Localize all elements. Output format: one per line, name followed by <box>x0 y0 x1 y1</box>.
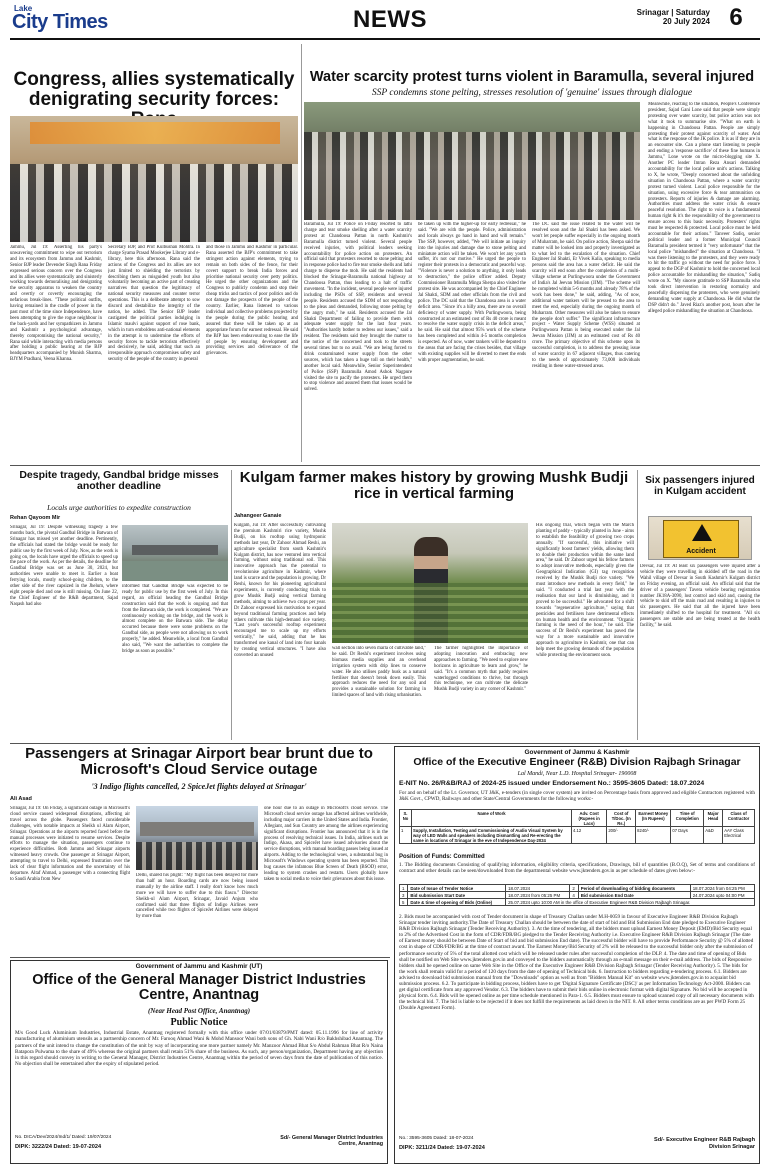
tender-dates-table <box>399 884 755 906</box>
tender-dipk: DIPK: 3211/24 Dated: 19-07-2024 <box>399 1145 485 1151</box>
dates-cell: 4 <box>570 892 578 899</box>
airport-headline[interactable]: Passengers at Srinagar Airport bear brunt due to Microsoft's Cloud Service outage <box>25 746 373 778</box>
tender-cell-class: AAY Class Electrical <box>723 827 755 844</box>
table-row <box>400 827 755 844</box>
tender-cell-work: Supply, Installation, Testing and Commissioning of Audio Visual System by way of LED Walls and speakers including Dismantling and Re-erecting the same in locations of Srinagar in the eve of Independence Day-2024 <box>412 827 572 844</box>
gandbal-col-2: informed that Gandbal Bridge was expected to be ready for public use by the first week of July. In this regard, an official heading the Gandbal Bridge construction said that the work is ongoing and that from the Batwara side, the work is completed. "We are continuously working on the bridge, and the work is almost complete on the Batwara side. The delay occurred because there were some problems on the Gandbal side, as people were not allowing us to work properly," he added. Meanwhile, a local from Gandbal also said, "We want the authorities to complete the bridge as soon as possible." <box>122 584 228 654</box>
water-headline[interactable]: Water scarcity protest turns violent in Baramulla, several injured <box>309 69 755 85</box>
story-water <box>304 42 760 462</box>
airport-byline: Ali Asad <box>10 796 32 802</box>
masthead-rule <box>10 38 760 40</box>
gandbal-subhead: Locals urge authorities to expedite construction <box>47 503 191 512</box>
tender-signatory: Sd/- Executive Engineer R&B Rajbagh Division Srinagar <box>653 1137 755 1150</box>
story-kulgam <box>234 470 634 740</box>
tender-th-tdoc: Cost of T/Doc. (In Rs.) <box>607 810 636 827</box>
congress-col-1: Jammu, Jul 19: Asserting his party's unwavering commitment to wipe out terrorism and its ecosystem from Jammu and Kashmir, Senior BJP leader Devender Singh Rana Friday expressed serious concern over the Congress and its allies were systematically and sinisterly working towards demoralising and denigrating the security apparatus to weaken the country and overtly or covertly encouraging the nefarious break-lines. "These political outfits, having remained in the cradle of power in the past most of the time since Independence, have been attempting to give the rogue neighbour in the back-yards and her sympathizers in Jammu and Kashmir a psychological advantage, thereby compromising the national security," Rana said while interacting with media persons after holding a public hearing at the BJP headquarters accompanied by Munish Sharma, BJYM Pradhani, Veena Khanna. <box>10 245 102 363</box>
kulgam-col-3: The farmer highlighted the importance of adopting innovation and embracing new approaches to farming. "We need to explore new horizons in agriculture to learn and grow," he said. "It's a common myth that paddy requires waterlogged conditions to thrive, but through this technique, we can cultivate the delicate Mushk Budji variety in any corner of Kashmir." <box>434 646 528 693</box>
photo-queue <box>136 842 258 870</box>
dates-cell: 2 <box>570 885 578 892</box>
divider-kulgam-accident <box>637 470 638 740</box>
tender-th-cost: Adv. Cost (Rupees in Lacs) <box>572 810 607 827</box>
industries-signatory: Sd/- General Manager District Industries Centre, Anantnag <box>280 1135 383 1148</box>
accident-headline[interactable]: Six passengers injured in Kulgam accident <box>645 475 755 497</box>
kulgam-col-1: Kulgam, Jul 19: After successfully cultivating the premium Kashmiri rice variety, Mushk Budji, on his rooftop using hydroponic methods last year, Dr Zahoor Ahmad Reshi, an agriculture specialist from south Kashmir's Kulgam district, has now ventured into vertical farming, without using traditional soil. This innovative approach has the potential to revolutionise agriculture in Kashmir, where land is scarce and the population is growing. Dr Reshi, known for his pioneering agricultural experiments, is currently conducting trials to grow Mushk Budji using vertical farming methods, aiming to achieve two crops per year. Dr Zahoor expressed his motivation to expand beyond traditional farming practices and help others cultivate this high-demand rice variety. "Last year's successful rooftop experiment encouraged me to scale up my efforts vertically," he said, adding that he has transformed one kanal of land into four kanals by creating vertical structures. "I have also converted an unused <box>234 523 326 658</box>
kulgam-col-4: His ongoing trial, which began with the March planting of paddy - typically planted in June - aims to establish the feasibility of growing two crops annually. "If successful, this initiative will significantly boost farmers' yields, allowing them to double their production within the same land area," he said. Dr Zahoor urged his fellow farmers to adopt innovative methods, especially given the Geographical Indication (GI) tag recognition received by the Mushk Budji rice variety. "We must introduce new methods in every field," he said. "I conducted a trial last year with the realisation that our land is diminishing, and it proved to be successful." He advocated for a shift towards "regenerative agriculture," saying that pesticides and fertilisers have detrimental effects on human health and the environment. "Organic farming is the need of the hour," he said. The success of Dr Reshi's experiment has paved the way for a more sustainable and innovative approach to agriculture in Kashmir, one that can help meet the growing demands of the population while protecting the environment soon. <box>536 523 634 658</box>
dates-cell: 3 <box>400 892 408 899</box>
congress-photo[interactable] <box>10 116 298 242</box>
warning-sign <box>663 520 739 558</box>
tender-office-title[interactable]: Office of the Executive Engineer (R&B) Division Rajbagh Srinagar <box>413 756 741 768</box>
table-row <box>400 885 755 892</box>
water-col-4: Meanwhile, reacting to the situation, People's Conference president, Sajad Gani Lone said that people were simply protesting over water scarcity, but police action was not what it took to summarise site. "What on earth is happening in Chandoosa Pattan. People are simply protesting their protest against scarcity of water. And what is the response of the JK police. It is as if they are in an encounter site. Can a phone start listening to people and ending a 'response sacrifice' of these fine humans in Jammu," Lone wrote on the micro-blogging site X. Another PC leader Imran Reza Ansari demanded accountability for the local police unit's actions. Talking to X, he wrote, "Deeply concerned about the unfolding situation in Chandoosa Pattan, where a water scarcity protest turned violent. Local police responsible for the situation, using excessive force & tear ammunition on protesters. Reports of injuries & damage are alarming. Authorities must address the water crisis & ensure peaceful resolution. The right to voice is a fundamental human right & it's the responsibility of the government to ensure access to this basic necessity. Protesters' rights must be respected & protected. Local police must be held accountable for their actions." Tanveer Sadiq, senior political leader and a former Municipal Council Baramulla president termed it "very unfortunate" that the local police "mishandled" the situation at Chandoosa. "I was there listening to the protesters, and they were ready to hit the traffic go without the need for police force. I appeal to the DGP of Kashmir to hold the concerned local police accountable for mishandling the situation," Sadiq wrote on X. "My sincere gratitude to SSP Baramulla who took direct intervention in restoring normalcy and peacefully dispersing the protesters, who were genuinely demanding water supply at Chandoosa. He did what the DSP didn't do." Javed Riaz's another post, hours after he alleged police mishandling the situation at Chandoosa. <box>648 102 760 314</box>
tender-cell-sno: 1 <box>400 827 412 844</box>
airport-photo[interactable] <box>136 806 258 870</box>
dates-cell: 18.07.2024 from 05:25 PM <box>506 892 570 899</box>
industries-dipk: DIPK: 3222/24 Dated: 19-07-2024 <box>15 1144 102 1150</box>
dates-cell: 18.07.2024 <box>506 885 570 892</box>
story-gandbal <box>10 470 228 740</box>
industries-notice-title: Public Notice <box>170 1017 228 1028</box>
water-col-2: be taken up with the higher-up for early redressal," he said. "We are with the people. Police, administration and locals always go hand in hand and will remain." The SSP, however, added, "We will initiate an inquiry into the injuries and damage due to stone pelting and miniature action will be taken. We won't let any youth suffer, it's not our motive." He urged the people to register their protests in a democratic and peaceful way. "Violence is never a solution to anything, it only leads to destruction," the police officer added. Deputy Commissioner Baramulla Minga Sherpa also visited the protest site. He was accompanied by the Chief Engineer Jal Shakti, SDM and other officials from the civil and police. The DC said that the Chandoosa area is a water deficit area. "Since it's a hilly area, there are no overall deficiency of water supply. With Purlingwoora, being constructed at an estimated cost of Rs 40 crore is meant to resolve the water supply crisis in the deficit areas," he said. He said that almost 95% work of the scheme has been completed and within 4-5 months completion is expected. As of now, water tankers will be deputed to the areas that are facing the crises besides, that village with existing supplies will be diverted to meet the ends with proper augmentation, he said. <box>418 222 526 363</box>
tender-position-text: 1. The Bidding documents Consisting of qualifying information, eligibility criteria, specifications, Drawings, bill of quantities (B.O.Q), Set of terms and conditions of contract and other details can be seen/downloaded from the departmental website www.jktenders.gov.in as per schedule of dates given below:- <box>399 862 755 874</box>
photo-protesters <box>304 132 640 220</box>
airport-col-1: Srinagar, Jul 19: On Friday, a significant outage in Microsoft's cloud service caused widespread disruptions, affecting air travel across the globe. Passengers faced considerable challenges, with notable impacts at Sheikh ul Alam Airport, Srinagar. Operations at the airports reported faced before the manual processes were initiated to resume services. Despite efforts to manage the situation, passengers continue to experience difficulties. Both Jammu and Srinagar airports witnessed heavy crowds. One passenger at Srinagar Airport, attempting to travel to Delhi, expressed frustration over the lack of clear flight information and the uncertainty of his departure. Altaf Ahmad, a passenger with a connecting flight to Saudi Arabia from New <box>10 806 130 882</box>
industries-body: M/s Good Luck Aluminium Industries, Industrial Estate, Anantnag registered formally with this office under 07/01/03879/PMT dated: 05.11.1996 for line of activity manufacturing of aluminium utensils as a partnership concern of Mr. Farooq Ahmad Wani & Mohd Mansoor Wani both sons of Gh. Nabi Wani R/o Bakhshibad Anantnag. The partners of the unit intend to change the constitution of the unit by way of incorporating one more partner namely Mr. Manzoor Ahmad Bhat S/o Abdul Rahman Bhat R/o Naina Batapora Pulwama to the share of 49% whereas the original partners shall retain 51% share of the business. As such, any person/organization, Department having any objection in this regard should convey in writing to the General Manager, District Industries Centre, Anantnag within the period of seven days from the date of publication of this notice. No objection shall be entertained after the expiry of stipulated period. <box>15 1030 383 1068</box>
divider-row-2 <box>10 743 760 744</box>
dates-cell: 24.07.2024 upto 04:00 PM <box>690 892 754 899</box>
water-photo[interactable] <box>304 102 640 220</box>
photo-bridge-structure <box>132 545 218 555</box>
industries-gov-line: Government of Jammu and Kashmir (UT) <box>135 963 263 970</box>
photo-banner <box>30 122 280 144</box>
story-congress <box>10 42 298 462</box>
tender-th-work: Name of Work <box>412 810 572 827</box>
table-row <box>400 892 755 899</box>
tender-th-time: Time of Completion <box>671 810 704 827</box>
airport-subhead: '3 Indigo flights cancelled, 2 SpiceJet flights delayed at Srinagar' <box>91 782 307 791</box>
tender-address: Lal Mandi, Near L.D. Hospital Srinagar- 190008 <box>517 771 637 777</box>
airport-col-3: one hour due to an outage in Microsoft's cloud service. The Microsoft cloud service outage has affected airlines worldwide, including major carriers in the United States and India. Frontier, Allegiant, and Sun Country are among the airlines experiencing significant disruptions. Frontier has announced that it is in the process of resolving technical issues. In India, airlines such as Indigo, Akasa, and SpiceJet have issued advisories about the service disruptions, with manual boarding passes being issued at airports. Adding to the technological woes, a substantial bug in Microsoft's Windows operating system has been reported. This bug causes the infamous Blue Screen of Death (BSOD) error, leading to system crashes and restarts. Users globally have taken to social media to voice their grievances about this issue. <box>264 806 388 882</box>
tender-works-table <box>399 809 755 844</box>
tender-cell-tdoc: 200/- <box>607 827 636 844</box>
kulgam-headline[interactable]: Kulgam farmer makes history by growing Mushk Budji rice in vertical farming <box>239 470 629 502</box>
photo-rice-rows <box>332 583 528 643</box>
story-accident <box>640 470 760 740</box>
accident-photo-label: Accident <box>686 548 716 555</box>
tender-cell-time: 07 Days <box>671 827 704 844</box>
industries-office-title[interactable]: Office of the General Manager District Industries Centre, Anantnag <box>32 972 366 1004</box>
dateline <box>590 8 710 26</box>
logo-small-text: Lake <box>14 4 33 13</box>
divider-congress-water <box>301 44 302 462</box>
divider-gandbal-kulgam <box>231 470 232 740</box>
gandbal-headline[interactable]: Despite tragedy, Gandbal bridge misses another deadline <box>19 470 219 493</box>
industries-ref-no: No. DICA/Dev/2024/Ind/1/ Dated: 19/07/2024 <box>15 1135 112 1140</box>
tender-position-title: Position of Funds: Committed <box>399 854 485 860</box>
tender-th-class: Class of Contractor <box>723 810 755 827</box>
logo-big-text: City Times <box>12 11 108 33</box>
tender-th-sno: S. No <box>400 810 412 827</box>
congress-col-3: and those in Jammu and Kashmir in particular. Rana asserted the BJP's commitment to take stringent action against elements, trying to remain on both sides of the fence, for their covert support to break India forces and prioritise national security over petty politics. He urged the other organizations and the Congress to publicly condemn and stop their cheap tricks and tactics of poor politics and do not damage the prospects of the people of the country. Earlier, Rana listened to various individual and collective problems projected by the people during the public hearing and assured that these will be taken up at an appropriate forum for earnest redressal. He said the BJP has been endeavouring to ease the life of people by ensuring development and providing services and deliverance of the grievances. <box>206 245 298 357</box>
dates-cell: 25.07.2024 upto 10:00 AM in the office of Executive Engineer R&B Division Rajbagh Srinagar. <box>506 899 755 906</box>
kulgam-byline: Jahangeer Ganaie <box>234 513 282 519</box>
accident-body: Devsar, Jul 19: At least six passengers were injured after a vehicle they were travelling in skidded off the road in the Wahil village of Devsar in South Kashmir's Kulgam district on Friday evening, an official said. An official said that the driver of a passengers' Tavera vehicle bearing registration number JK18A-3090, lost control and skid and, causing the vehicle to skid off the main road and resulting in injuries to six passengers. He said that all the injured have been immediately shifted to the hospital for treatment. "All six passengers are stable and are being treated at the health facility," he said. <box>640 564 760 629</box>
dateline-date: 20 July 2024 <box>662 17 710 26</box>
gandbal-photo[interactable] <box>122 525 228 581</box>
kulgam-photo[interactable] <box>332 523 528 643</box>
dates-cell: Date of Issue of Tender Notice <box>408 885 506 892</box>
photo-crowd <box>10 164 298 242</box>
industries-address: (Near Head Post Office, Anantnag) <box>147 1007 251 1015</box>
tender-cell-emd: 8240/- <box>636 827 671 844</box>
tender-table-header-row <box>400 810 755 827</box>
dateline-city: Srinagar | Saturday <box>636 8 710 17</box>
photo-terminal-roof <box>140 822 254 836</box>
water-col-1: Baramulla, Jul 19: Police on Friday resorted to lathi charge and tear smoke shelling after a water scarcity protest at Chandoosa Pattan in north Kashmir's Baramulla district turned violent. Several people received injuries, with political leaders seeking accountability for police action on protesters. An official said that protesters resorted to stone pelting and in response police had to fire tear smoke shells and lathi charge to disperse the mob. He said the residents had blocked the Srinagar-Baramulla national highway at Chandoosa Pattan, thus leading to a halt of traffic movement. "In the incident, several people were injured including the PSOs of SSP, residents and several people. Residents accused the SDM of not responding to the pleas and demanded, following stone pelting by the angry mob," he said. Residents accused the Jal Shakti Department of failing to provide them with adequate water supply for the last four years. "Authorities hardly bother to redress our issues," said a resident. The residents said they brought the matter to the notice of the concerned and took to the streets several times but to no avail. "We are being forced to drink contaminated water supply from the other sources, which has taken a huge toll on their health," another local said. Meanwhile, Senior Superintendent of Police (SSP) Baramulla Amod Ashok Nagpure visited the site to pacify the protesters. He urged them to stop violence and assured them that issues would be solved. <box>304 222 412 393</box>
water-col-3: The DC said the issue related to the water will be resolved soon and the Jal Shakti has been asked. We won't let people suffer especially in the ongoing month of Muharram, he said. On police action, Sherpa said the matter will be looked into and properly investigated as to what led to the escalation of the situation. Chief Engineer Jal Shakti, Er Vivek Kalia, speaking to media persons said the area has a water deficit. He said the scarcity will end soon after the completion of a multi-village scheme at Purlingwoora under the Government of India's Jal Jeevan Mission (JJM). "The scheme will be completed within 5-6 months and already 78% of the work has been done," he said, adding, "As of now, additional water tankers will be pressed to the area to meet the end, especially during the ongoing month of Muharram. Other measures will also be taken to ensure the people don't suffer." The significant infrastructure project - Water Supply Scheme (WSS) situated at Purlingwoora Pattan is being executed under the Jal Jeevan Mission (JJM) at an estimated cost of Rs 40 crore. The primary objective of this scheme upon its successful completion, is to address the pressing issue of water scarcity in 67 adjacent villages, thus catering to the needs of approximately 73,000 individuals residing in these water-stressed areas. <box>532 222 640 369</box>
table-row <box>400 899 755 906</box>
section-title: NEWS <box>353 6 427 33</box>
dates-cell: 5 <box>400 899 408 906</box>
accident-photo[interactable] <box>648 516 752 560</box>
masthead <box>0 0 770 40</box>
tender-body: 2. Bids must be accompanied with cost of Tender document in shape of Treasury Challan under M.H-0059 in favour of Executive Engineer R&B Division Rajbagh Srinagar tender inviting authority.The Date of Treasury Challan should be between the date of start of bid and Bid Submission End date pledged to Executive Engineer R&B Division Rajbagh Srinagar (Tender Receiving Authority). 3. At the time of tendering, all the bidders must upload Earnest Money Deposit (EMD)/Bid Security equal to 2% of the Advertised Cost in the form of CDR/FDR/BG pledged to the Tender Receiving Authority i.e. Executive Engineer R&B Division Rajbagh Srinagar (The date of Earnest money should be between Date of Start of bid and bid submission End date). The successful bidder will have to provide Performance Security @ 5% of allotted cost in shape of CDR/FDR/BG at the time of contract award. The Earnest Money/Bid Security of 2% will be released to the successful bidder only after the submission of performance security of 5% of the total allotted cost which will be released under rules after successful completion of the DLP. 4. The date and time of opening of Bids shall be notified on Web Site www.jktenders.gov.in and conveyed to the bidders automatically through an e-mail message on their e-mail address. The bids of Responsive bidders shall be opened online on same Web Site in the Office of the Executive Engineer R&B Division Rajbagh Srinagar (Tender Receiving Authority). 5. The bids for the work shall remain valid for a period of 120 days from the date of opening of Technical bids. 6. Instruction to bidders regarding e-tendering process. 6.1. Bidders are advised to download bid submission manual from the "Downloads" option as well as from "Bidders Manual Kit" on website www.jktenders.gov.in to acquaint bid submission process. 6.2. To participate in bidding process, bidders have to get 'Digital Signature Certificate (DSC)' as per Information Technology Act-2000. Bidders can get digital certificate from any approved Vendor. 6.3. The bidders have to submit their bids online in electronic format with digital Signature. No bid will be accepted in physical form. 6.4. Bids will be opened online as per time schedule mentioned in Para-1. 6.5. Bidders must ensure to upload scanned copy of all necessary documents with the technical bid. 7. The bid is liable to be rejected if it does not fulfill the requirements as laid down in the NIT. 8. All other terms conditions are as per PWD Form 25 (Double Agreement Form). <box>399 914 754 1012</box>
dates-cell: Date & time of opening of Bids (Online) <box>408 899 506 906</box>
tender-enit: E-NIT No. 26/R&B/RAJ of 2024-25 issued under Endorsement No.: 3595-3605 Dated: 18.07.2024 <box>399 780 705 787</box>
story-airport <box>10 746 388 954</box>
divider-row-1 <box>10 465 760 466</box>
tender-th-emd: Earnest Money (In Rupees) <box>636 810 671 827</box>
dates-cell: Period of downloading of bidding documents <box>578 885 690 892</box>
water-subhead: SSP condemns stone pelting, stresses resolution of 'genuine' issues through dialogue <box>371 88 693 98</box>
dates-cell: Bid submission End Date <box>578 892 690 899</box>
airport-col-2: Delhi, shared his plight: "My flight has been delayed for more than half an hour. Boarding cards are now being issued manually by the airline staff. I really don't know how much more we will have to suffer due to this fiasco." Director Sheikh-ul Alam Airport, Srinagar, Javaid Anjum who confirmed said that three flights of Indigo Airlines were cancelled while two flights of SpiceJet Airlines were delayed by more than <box>136 873 258 920</box>
ad-tender <box>394 746 760 1164</box>
dates-cell: 18.07.2024 from 04:25 PM <box>690 885 754 892</box>
kulgam-col-2: wall section into seven marla of cultivable land," he said. Dr Reshi's experiment involves using biomass media supplies and an overhead irrigation system with drip lines to conserve water. He also utilises paddy husk as a natural fertiliser that doesn't break down easily. This approach reduces the need for any soil and provides a sustainable solution for farming in limited spaces of land with rising urbanisation. <box>332 646 426 699</box>
tender-th-head: Major Head <box>704 810 723 827</box>
tender-intro: For and on behalf of the Lt. Governor, UT J&K, e-tenders (in single cover system) are invited on Percentage basis from approved and eligible Contractors registered with J&K Govt., CPWD, Railways and other State/Central Governments for the following works:- <box>399 790 755 802</box>
gandbal-byline: Rehan Qayoom Mir <box>10 515 61 521</box>
ad-industries <box>10 960 388 1164</box>
congress-col-2: Secretary BJP, and Prof Kulbushan Mohtra. In charge Syama Prasad Mookerjee Library and e-library, here this afternoon. Rana said the actions of the Congress and its allies are not just limited to shielding the terrorists by describing them as misguided youth but also voluntarily becoming an active part of creating narratives that question the legitimacy of national security measures and counter terror operations. This is a deliberate attempt to sow discord and destabilize the integrity of the nation, he added. The Senior BJP leader castigated the political parties indulging in Islamic maulvi against support of rose bank, which in turn emboldens anti-national elements in the attempt is to undermine the efforts of security forces to tackle terrorism effectively and decisively, he said, adding that such an irresponsible approach compromises safety and security of the people of the country in general <box>108 245 200 363</box>
tender-ref-no: No.: 3595-3605 Dated: 18-07-2024 <box>399 1136 474 1141</box>
gandbal-col-1: Srinagar, Jul 19: Despite witnessing tragedy a few months back, the pivotal Gandbal Bridge in Batwara of Srinagar has missed yet another deadline. Pertinently, the officials had stated the bridge would be ready for public use by the first week of July. Now, as the work is going on, the locals have urged the officials to speed up the pace of the work. As per the details, the deadline for Gandbal Bridge was set as June 30, 2024, but authorities were unable to meet it. Earlier a boat ferrying locals, mostly school-going children, to the other side of the river capsized in the Jhelum, where eight people died and one is still missing. On June 22, the Chief Engineer of the R&B department, Sajad Naqash had also <box>10 525 118 607</box>
divider-airport-ad <box>10 957 390 958</box>
masthead-logo[interactable] <box>12 4 162 36</box>
congress-headline[interactable]: Congress, allies systematically denigrating security forces: <box>13 69 295 110</box>
tender-gov-line: Government of Jammu & Kashmir <box>524 749 630 756</box>
tender-cell-cost: 4.12 <box>572 827 607 844</box>
dates-cell: Bid submission Start Date <box>408 892 506 899</box>
photo-river <box>122 561 228 581</box>
dates-cell: 1 <box>400 885 408 892</box>
tender-cell-head: A&D <box>704 827 723 844</box>
warning-triangle-icon <box>692 524 712 541</box>
page-number: 6 <box>729 4 743 31</box>
